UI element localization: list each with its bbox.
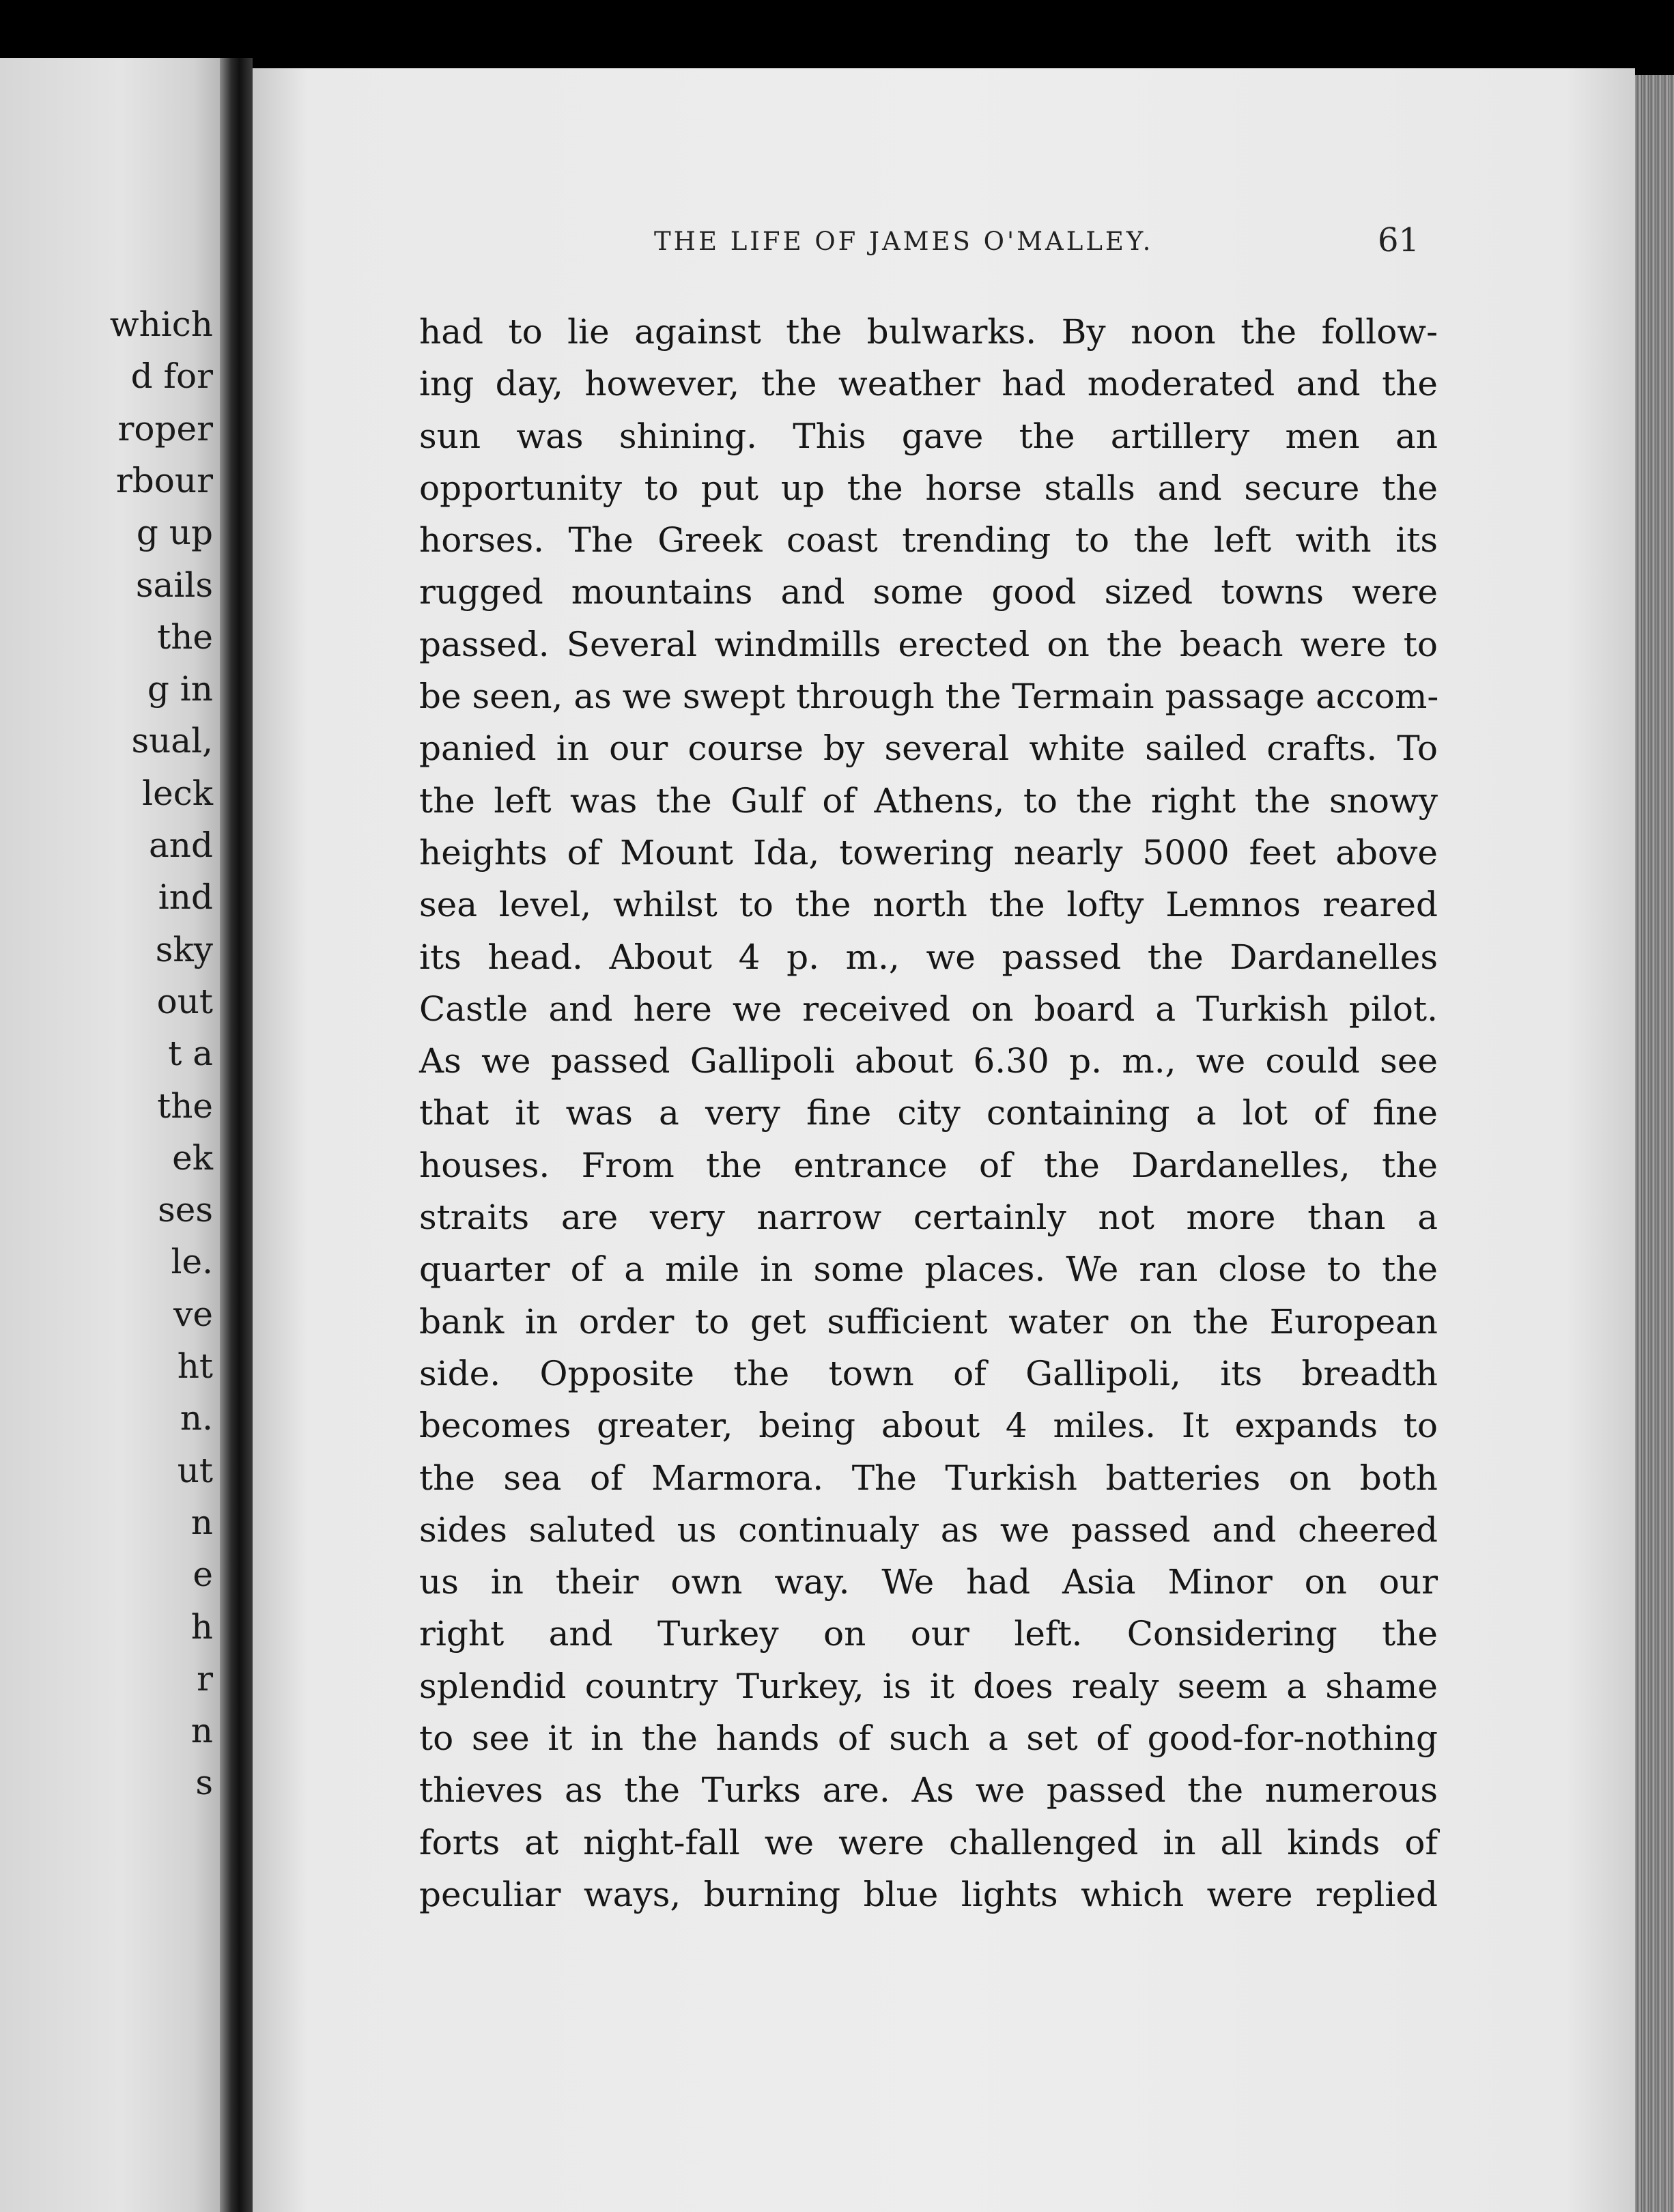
text-line: forts at night-fall we were challenged in all kinds of (419, 1822, 1438, 1862)
text-line: rugged mountains and some good sized towns were (419, 572, 1438, 612)
text-line: its head. About 4 p. m., we passed the Dardanelles (419, 937, 1438, 977)
left-page-fragment: the (157, 616, 213, 657)
left-page-fragment: roper (117, 408, 213, 449)
left-page-fragment: e (193, 1555, 213, 1595)
left-page-fragment: ut (177, 1450, 213, 1490)
left-page-fragment: leck (142, 773, 213, 813)
left-page-fragment: ind (158, 877, 213, 918)
left-page-fragment: n. (180, 1398, 213, 1438)
left-page-fragment: h (190, 1606, 213, 1647)
left-page-fragment: which (109, 304, 213, 344)
left-page-fragment: t a (168, 1034, 213, 1074)
text-line: heights of Mount Ida, towering nearly 5000 feet above (419, 832, 1438, 873)
text-line: quarter of a mile in some places. We ran close to the (419, 1249, 1438, 1290)
left-page-fragment: le. (171, 1242, 213, 1282)
left-page-fragment: n (190, 1502, 213, 1542)
left-page-fragment: and (148, 825, 213, 865)
left-page-fragment: sails (135, 565, 213, 605)
text-line: As we passed Gallipoli about 6.30 p. m., we could see (419, 1041, 1438, 1081)
text-line: horses. The Greek coast trending to the left with its (419, 520, 1438, 561)
left-page-fragment: ve (173, 1294, 213, 1334)
text-line: bank in order to get sufficient water on the European (419, 1301, 1438, 1342)
running-head: THE LIFE OF JAMES O'MALLEY. (654, 227, 1154, 256)
left-page-fragment: ht (177, 1346, 213, 1386)
text-line: panied in our course by several white sailed crafts. To (419, 728, 1438, 769)
left-page-fragment: n (190, 1711, 213, 1751)
left-page-fragment: r (197, 1658, 213, 1699)
text-line: thieves as the Turks are. As we passed the numerous (419, 1770, 1438, 1811)
text-line: houses. From the entrance of the Dardanelles, the (419, 1145, 1438, 1185)
text-line: right and Turkey on our left. Considering the (419, 1614, 1438, 1654)
text-line: that it was a very fine city containing a lot of fine (419, 1093, 1438, 1133)
text-line: us in their own way. We had Asia Minor on our (419, 1562, 1438, 1602)
text-line: passed. Several windmills erected on the beach were to (419, 624, 1438, 664)
page-edges (1635, 75, 1674, 2212)
body-text (419, 306, 1438, 1920)
text-line: sides saluted us continualy as we passed and cheered (419, 1509, 1438, 1550)
page-number: 61 (1378, 221, 1420, 259)
left-page-fragment: the (157, 1086, 213, 1126)
left-page-fragment: ek (172, 1137, 213, 1178)
text-line: ing day, however, the weather had moderated and the (419, 364, 1438, 404)
text-line: side. Opposite the town of Gallipoli, its breadth (419, 1353, 1438, 1393)
left-page-fragment: g in (147, 669, 213, 709)
left-page-fragment: out (156, 981, 213, 1021)
left-page-fragment: rbour (115, 460, 213, 500)
text-line: be seen, as we swept through the Termain passage accom- (419, 677, 1439, 717)
text-line: sun was shining. This gave the artillery men an (419, 416, 1438, 456)
text-line: sea level, whilst to the north the lofty Lemnos reared (419, 885, 1438, 925)
text-line: Castle and here we received on board a Turkish pilot. (419, 989, 1438, 1029)
left-page-fragment: sky (155, 929, 213, 969)
left-page-fragment: sual, (131, 721, 213, 761)
left-page-fragment: d for (130, 356, 213, 397)
left-page-fragment: g up (136, 513, 213, 553)
left-page-fragment: s (195, 1763, 213, 1803)
text-line: opportunity to put up the horse stalls and secure the (419, 468, 1438, 508)
text-line: straits are very narrow certainly not more than a (419, 1197, 1438, 1238)
text-line: becomes greater, being about 4 miles. It expands to (419, 1406, 1438, 1446)
text-line: splendid country Turkey, is it does realy seem a shame (419, 1666, 1438, 1706)
text-line: the sea of Marmora. The Turkish batteries on both (419, 1458, 1438, 1498)
left-page-fragment: ses (158, 1190, 213, 1230)
text-line: had to lie against the bulwarks. By noon the follow- (419, 312, 1438, 352)
text-line: peculiar ways, burning blue lights which were replied (419, 1874, 1438, 1914)
text-line: the left was the Gulf of Athens, to the right the snowy (419, 780, 1438, 821)
text-line: to see it in the hands of such a set of good-for-nothing (419, 1718, 1438, 1759)
left-page (0, 58, 220, 2212)
book-gutter (220, 58, 253, 2212)
